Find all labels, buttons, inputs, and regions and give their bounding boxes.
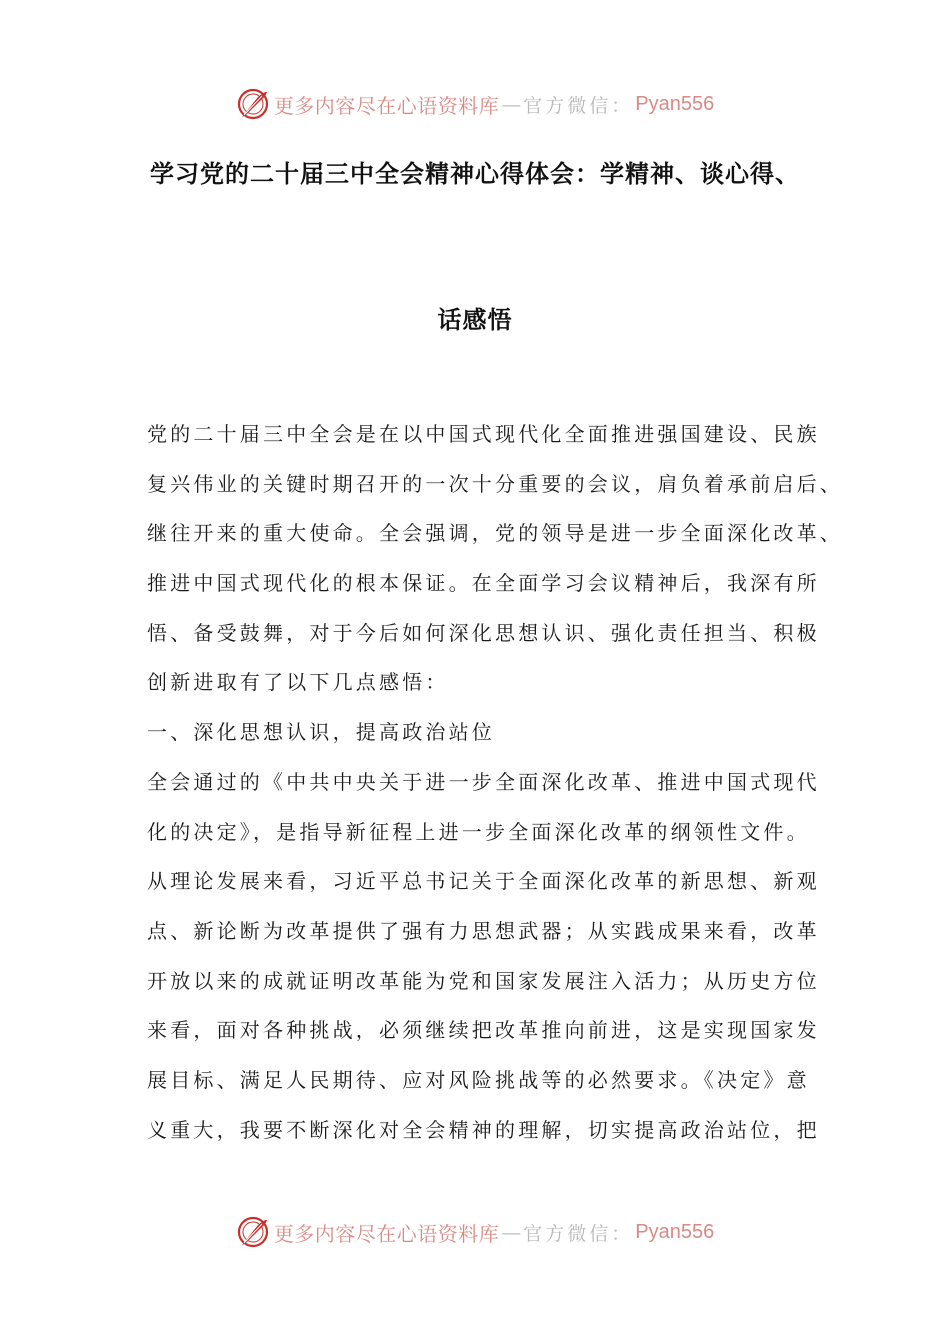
header-separator: — — [501, 92, 522, 116]
article-body — [147, 414, 843, 1159]
page-title-line-2: 话感悟 — [437, 306, 513, 334]
footer-slogan: 更多内容尽在心语资料库 — [273, 1221, 500, 1246]
body-line: 化的决定》，是指导新征程上进一步全面深化改革的纲领性文件。 — [147, 819, 810, 844]
footer-wechat-label: 官方微信： — [523, 1222, 634, 1245]
body-line: 从理论发展来看，习近平总书记关于全面深化改革的新思想、新观 — [147, 869, 820, 894]
body-line: 继往开来的重大使命。全会强调，党的领导是进一步全面深化改革、 — [147, 521, 843, 546]
page-title-line-1: 学习党的二十届三中全会精神心得体会：学精神、谈心得、 — [150, 160, 800, 188]
body-line: 展目标、满足人民期待、应对风险挑战等的必然要求。《决定》意 — [147, 1067, 810, 1092]
body-line: 复兴伟业的关键时期召开的一次十分重要的会议，肩负着承前启后、 — [147, 471, 843, 496]
header-wechat-id: Pyan556 — [635, 92, 715, 115]
header-banner — [0, 84, 950, 124]
quill-pen-logo-icon — [236, 1215, 270, 1249]
header-wechat-label: 官方微信： — [523, 94, 634, 117]
body-line: 来看，面对各种挑战，必须继续把改革推向前进，这是实现国家发 — [147, 1018, 820, 1043]
body-line: 开放以来的成就证明改革能为党和国家发展注入活力；从历史方位 — [147, 968, 820, 993]
section-heading: 一、深化思想认识，提高政治站位 — [147, 720, 495, 745]
quill-pen-logo-icon — [236, 87, 270, 121]
body-line: 推进中国式现代化的根本保证。在全面学习会议精神后，我深有所 — [147, 571, 820, 596]
body-line: 悟、备受鼓舞，对于今后如何深化思想认识、强化责任担当、积极 — [147, 620, 820, 645]
footer-separator: — — [501, 1220, 522, 1244]
footer-banner — [0, 1212, 950, 1252]
body-line: 点、新论断为改革提供了强有力思想武器；从实践成果来看，改革 — [147, 918, 820, 943]
body-line: 党的二十届三中全会是在以中国式现代化全面推进强国建设、民族 — [147, 422, 820, 446]
footer-wechat-id: Pyan556 — [635, 1220, 715, 1243]
body-line: 义重大，我要不断深化对全会精神的理解，切实提高政治站位，把 — [147, 1117, 820, 1142]
body-line: 全会通过的《中共中央关于进一步全面深化改革、推进中国式现代 — [147, 769, 820, 794]
body-line: 创新进取有了以下几点感悟： — [147, 670, 449, 695]
header-slogan: 更多内容尽在心语资料库 — [273, 93, 500, 118]
